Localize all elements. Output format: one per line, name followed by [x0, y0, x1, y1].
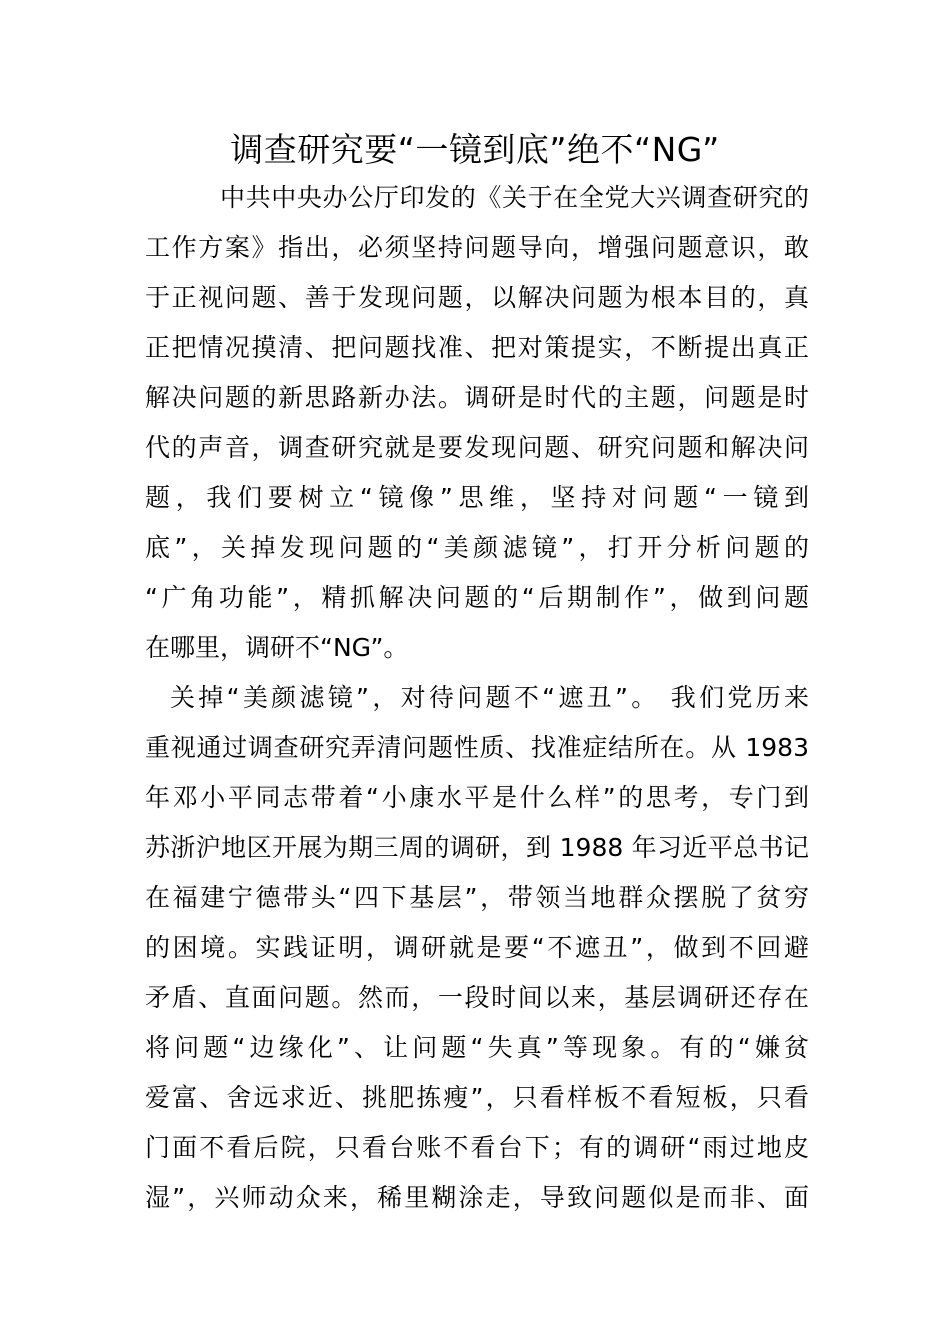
paragraph-line: 的困境。实践证明，调研就是要“不遮丑”，做到不回避	[145, 933, 809, 962]
paragraph-line: 苏浙沪地区开展为期三周的调研，到 1988 年习近平总书记	[145, 833, 809, 862]
paragraph-line: 工作方案》指出，必须坚持问题导向，增强问题意识，敢	[145, 233, 809, 262]
paragraph-line: “广角功能”，精抓解决问题的“后期制作”，做到问题	[145, 583, 809, 612]
paragraph-line: 爱富、舍远求近、挑肥拣瘦”，只看样板不看短板，只看	[145, 1083, 809, 1112]
paragraph-line: 将问题“边缘化”、让问题“失真”等现象。有的“嫌贫	[145, 1033, 809, 1062]
paragraph-line: 题，我们要树立“镜像”思维，坚持对问题“一镜到	[145, 483, 809, 512]
document-body	[145, 173, 809, 1223]
paragraph-line: 重视通过调查研究弄清问题性质、找准症结所在。从 1983	[145, 733, 809, 762]
paragraph-line: 年邓小平同志带着“小康水平是什么样”的思考，专门到	[145, 783, 809, 812]
paragraph-line: 底”，关掉发现问题的“美颜滤镜”，打开分析问题的	[145, 533, 809, 562]
paragraph-line: 解决问题的新思路新办法。调研是时代的主题，问题是时	[145, 383, 809, 412]
paragraph-line: 于正视问题、善于发现问题，以解决问题为根本目的，真	[145, 283, 809, 312]
paragraph-1	[145, 173, 809, 673]
paragraph-line: 关掉“美颜滤镜”，对待问题不“遮丑”。 我们党历来	[170, 683, 809, 712]
paragraph-line: 正把情况摸清、把问题找准、把对策提实，不断提出真正	[145, 333, 809, 362]
document-title: 调查研究要“一镜到底”绝不“NG”	[230, 130, 720, 169]
paragraph-line: 代的声音，调查研究就是要发现问题、研究问题和解决问	[145, 433, 809, 462]
paragraph-line: 门面不看后院，只看台账不看台下；有的调研“雨过地皮	[145, 1133, 809, 1162]
paragraph-line: 矛盾、直面问题。然而，一段时间以来，基层调研还存在	[145, 983, 809, 1012]
paragraph-line: 湿”，兴师动众来，稀里糊涂走，导致问题似是而非、面	[145, 1183, 809, 1212]
paragraph-2	[145, 673, 809, 1223]
paragraph-line: 中共中央办公厅印发的《关于在全党大兴调查研究的	[220, 183, 809, 212]
paragraph-line: 在福建宁德带头“四下基层”，带领当地群众摆脱了贫穷	[145, 883, 809, 912]
paragraph-line: 在哪里，调研不“NG”。	[145, 633, 409, 662]
